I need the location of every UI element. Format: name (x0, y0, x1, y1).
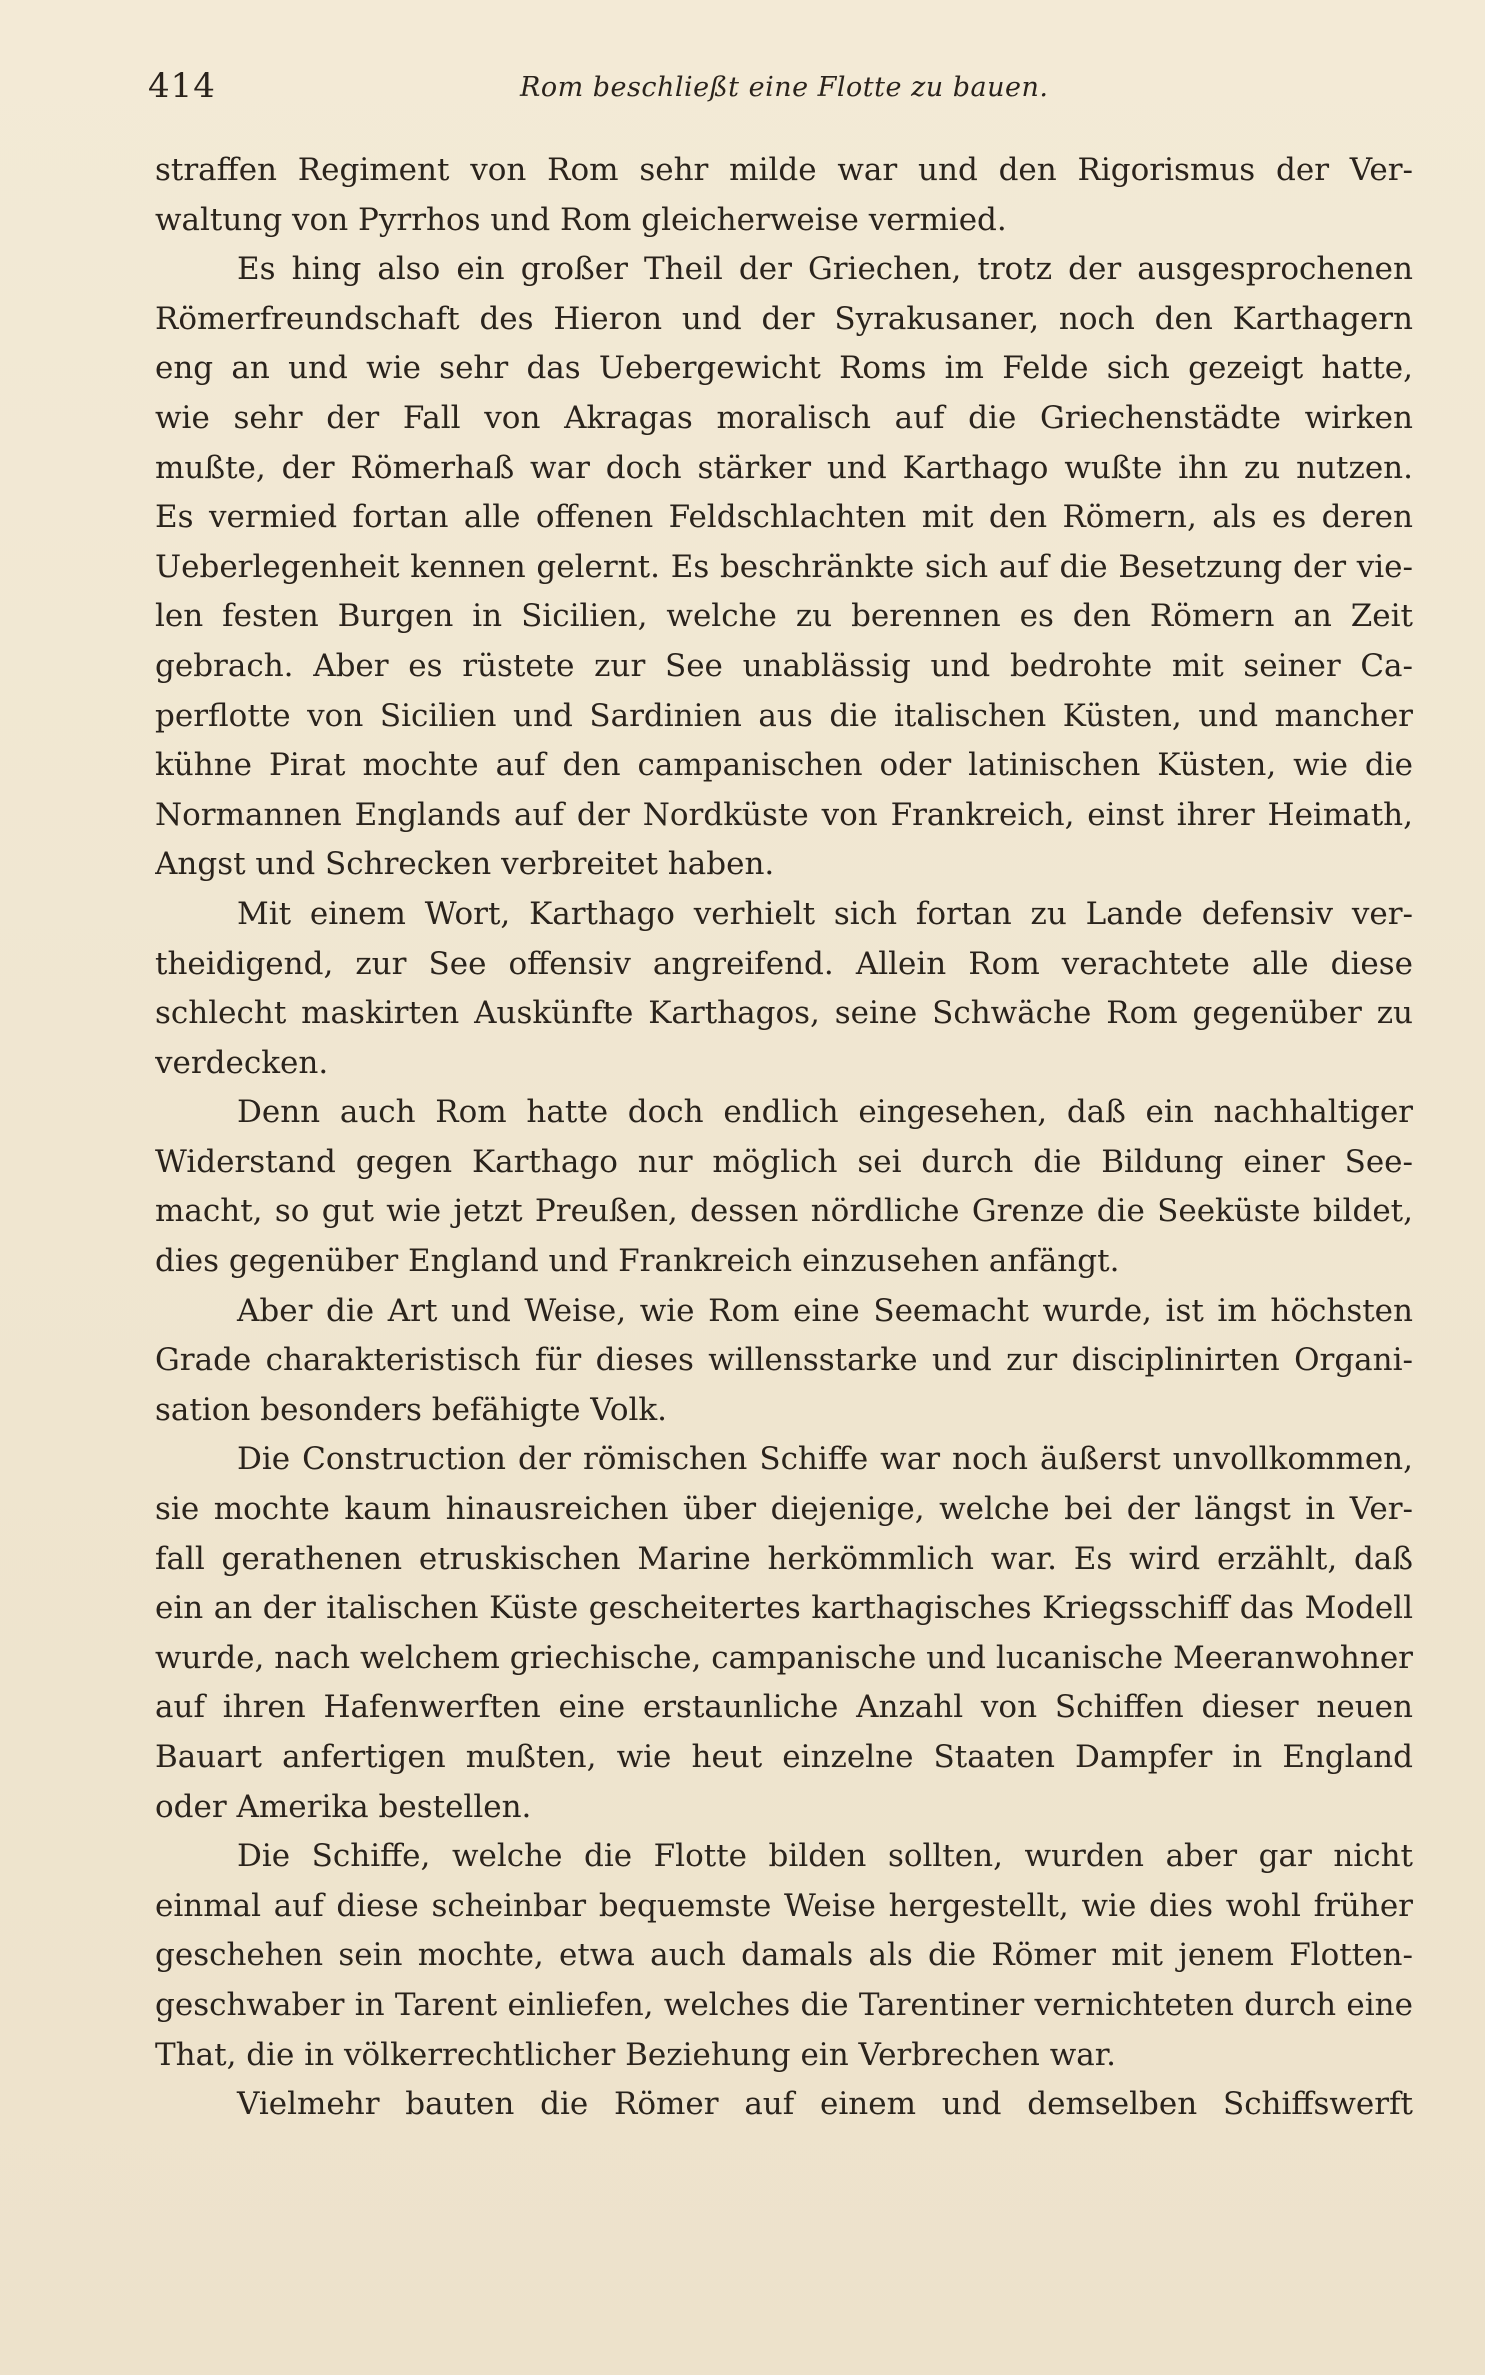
text-line: theidigend, zur See offensiv angreifend. Allein Rom verachtete alle diese (155, 945, 1413, 982)
text-line: That, die in völkerrechtlicher Beziehung ein Verbrechen war. (155, 2036, 1117, 2073)
text-line: auf ihren Hafenwerften eine erstaunliche Anzahl von Schiffen dieser neuen (155, 1689, 1413, 1726)
text-line: Es hing also ein großer Theil der Griechen, trotz der ausgesprochenen (237, 251, 1413, 288)
page-number: 414 (148, 66, 216, 106)
text-line: sie mochte kaum hinausreichen über diejenige, welche bei der längst in Ver- (155, 1491, 1413, 1528)
text-line: wurde, nach welchem griechische, campanische und lucanische Meeranwohner (155, 1639, 1413, 1676)
text-line: Es vermied fortan alle offenen Feldschlachten mit den Römern, als es deren (155, 499, 1413, 536)
text-line: eng an und wie sehr das Uebergewicht Roms im Felde sich gezeigt hatte, (155, 350, 1413, 387)
text-line: Grade charakteristisch für dieses willensstarke und zur disciplinirten Organi- (155, 1342, 1413, 1379)
text-line: perflotte von Sicilien und Sardinien aus die italischen Küsten, und mancher (155, 697, 1413, 734)
text-line: Vielmehr bauten die Römer auf einem und demselben Schiffswerft (237, 2086, 1413, 2123)
text-line: oder Amerika bestellen. (155, 1788, 532, 1825)
text-line: geschehen sein mochte, etwa auch damals als die Römer mit jenem Flotten- (155, 1937, 1413, 1974)
text-line: Bauart anfertigen mußten, wie heut einzelne Staaten Dampfer in England (155, 1739, 1413, 1775)
text-line: Die Construction der römischen Schiffe war noch äußerst unvollkommen, (237, 1441, 1413, 1478)
text-line: wie sehr der Fall von Akragas moralisch auf die Griechenstädte wirken (155, 399, 1413, 436)
text-line: Widerstand gegen Karthago nur möglich sei durch die Bildung einer See- (155, 1143, 1413, 1180)
text-line: macht, so gut wie jetzt Preußen, dessen nördliche Grenze die Seeküste bildet, (155, 1193, 1413, 1230)
text-line: Ueberlegenheit kennen gelernt. Es beschränkte sich auf die Besetzung der vie- (155, 548, 1413, 585)
text-line: Normannen Englands auf der Nordküste von Frankreich, einst ihrer Heimath, (155, 796, 1413, 833)
text-line: verdecken. (155, 1044, 329, 1081)
text-line: schlecht maskirten Auskünfte Karthagos, seine Schwäche Rom gegenüber zu (155, 995, 1413, 1032)
text-line: einmal auf diese scheinbar bequemste Weise hergestellt, wie dies wohl früher (155, 1887, 1413, 1924)
text-line: Römerfreundschaft des Hieron und der Syrakusaner, noch den Karthagern (155, 300, 1413, 337)
text-line: Angst und Schrecken verbreitet haben. (155, 846, 775, 883)
text-line: gebrach. Aber es rüstete zur See unablässig und bedrohte mit seiner Ca- (155, 647, 1413, 684)
text-line: ein an der italischen Küste gescheitertes karthagisches Kriegsschiff das Modell (155, 1590, 1413, 1627)
text-line: Die Schiffe, welche die Flotte bilden sollten, wurden aber gar nicht (237, 1838, 1413, 1875)
text-line: kühne Pirat mochte auf den campanischen oder latinischen Küsten, wie die (155, 747, 1413, 784)
running-head: Rom beschließt eine Flotte zu bauen. (520, 72, 1049, 103)
text-line: Mit einem Wort, Karthago verhielt sich fortan zu Lande defensiv ver- (237, 895, 1413, 932)
text-line: dies gegenüber England und Frankreich einzusehen anfängt. (155, 1243, 1120, 1280)
text-line: geschwaber in Tarent einliefen, welches die Tarentiner vernichteten durch eine (155, 1986, 1413, 2023)
text-line: Denn auch Rom hatte doch endlich eingesehen, daß ein nachhaltiger (237, 1094, 1413, 1131)
text-line: fall gerathenen etruskischen Marine herkömmlich war. Es wird erzählt, daß (155, 1540, 1413, 1577)
body-text (155, 146, 1413, 2130)
text-line: Aber die Art und Weise, wie Rom eine Seemacht wurde, ist im höchsten (237, 1292, 1413, 1329)
text-line: waltung von Pyrrhos und Rom gleicherweise vermied. (155, 201, 1007, 238)
text-line: straffen Regiment von Rom sehr milde war und den Rigorismus der Ver- (155, 152, 1413, 188)
text-line: sation besonders befähigte Volk. (155, 1391, 668, 1428)
text-line: mußte, der Römerhaß war doch stärker und Karthago wußte ihn zu nutzen. (155, 449, 1413, 486)
page-header (148, 66, 1418, 116)
text-line: len festen Burgen in Sicilien, welche zu berennen es den Römern an Zeit (155, 598, 1413, 635)
